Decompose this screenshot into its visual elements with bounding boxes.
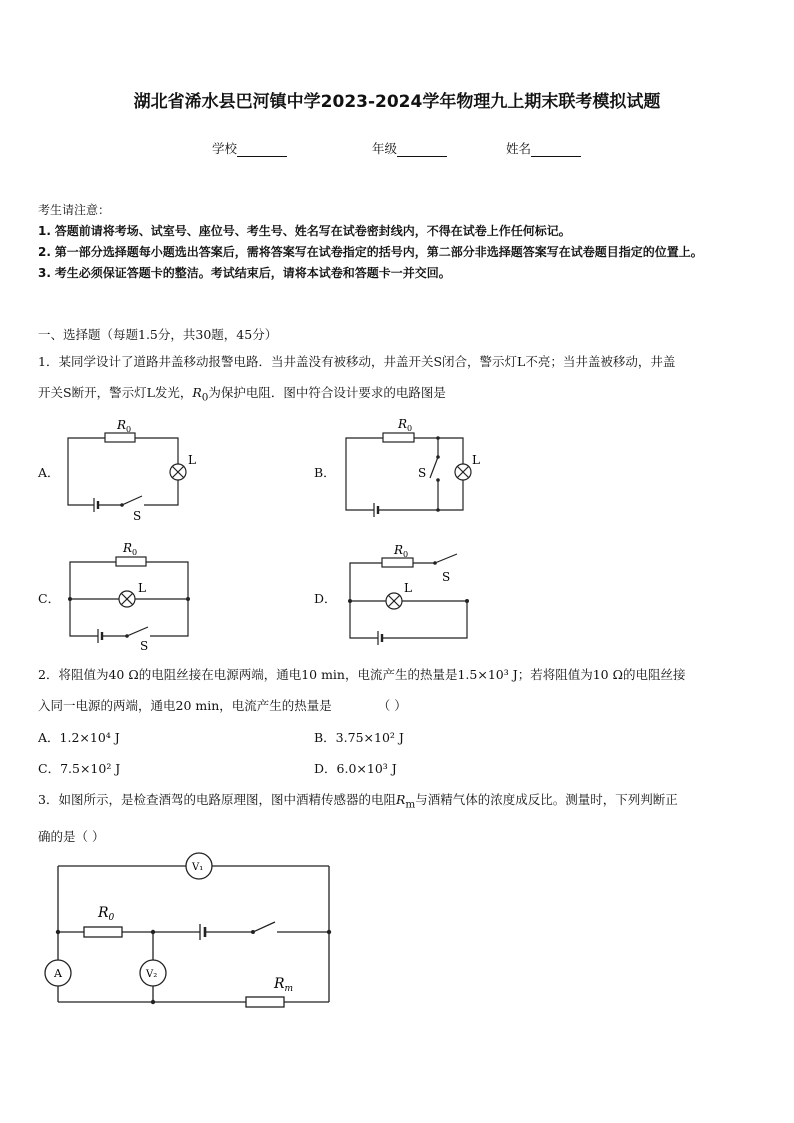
grade-blank[interactable] (397, 144, 447, 157)
notice-heading: 考生请注意： (38, 203, 111, 217)
q1-option-c-label[interactable]: C． (38, 591, 61, 606)
q1-line2: 开关S断开，警示灯L发光，$R_0$为保护电阻．图中符合设计要求的电路图是 (38, 385, 446, 404)
circuit-c-switch-label: S (140, 639, 149, 652)
notice-item-1: 1. 答题前请将考场、试室号、座位号、考生号、姓名写在试卷密封线内，不得在试卷上作任何标记。 (38, 224, 571, 238)
q3-rm-label: $R_m$ (274, 976, 294, 994)
q1-line1: 1．某同学设计了道路井盖移动报警电路．当井盖没有被移动，井盖开关S闭合，警示灯L不亮；当井盖被移动，井盖 (38, 354, 676, 369)
question-1 (38, 346, 760, 414)
circuit-d-r0-label: $R_0$ (394, 543, 409, 559)
q2-option-a[interactable]: A．1.2×10⁴ J (38, 730, 120, 745)
circuit-d-switch-label: S (442, 570, 451, 584)
q1-option-d-label[interactable]: D． (314, 591, 337, 606)
q3-r0-label: $R_0$ (98, 905, 115, 923)
name-blank[interactable] (531, 144, 581, 157)
name-label: 姓名 (506, 141, 532, 156)
circuit-a-r0-label: $R_0$ (117, 418, 132, 434)
q2-line1: 2．将阻值为40 Ω的电阻丝接在电源两端，通电10 min，电流产生的热量是1.5×10³ J；若将阻值为10 Ω的电阻丝接 (38, 667, 686, 682)
notice-item-2: 2. 第一部分选择题每小题选出答案后，需将答案写在试卷指定的括号内，第二部分非选择题答案写在试卷题目指定的位置上。 (38, 245, 703, 259)
circuit-a-switch-label: S (133, 509, 142, 522)
circuit-b-diagram (338, 412, 488, 524)
q2-option-d[interactable]: D．6.0×10³ J (314, 761, 397, 776)
grade-field (372, 139, 447, 157)
circuit-q3-diagram (40, 850, 340, 1010)
q2-answer-paren: （ ） (377, 698, 407, 713)
circuit-d-diagram (340, 540, 480, 652)
question-2 (38, 659, 760, 721)
page-title: 湖北省浠水县巴河镇中学2023-2024学年物理九上期末联考模拟试题 (133, 92, 661, 112)
school-field (212, 139, 287, 157)
q1-option-a-label[interactable]: A． (38, 465, 60, 480)
circuit-a-diagram (60, 412, 200, 522)
circuit-d-lamp-label: L (404, 581, 412, 595)
q2-option-b[interactable]: B．3.75×10² J (314, 730, 404, 745)
circuit-b-lamp-label: L (472, 453, 480, 467)
ammeter-label: A (54, 967, 62, 980)
circuit-c-r0-label: $R_0$ (123, 541, 138, 557)
circuit-a-lamp-label: L (188, 453, 196, 467)
school-blank[interactable] (237, 144, 287, 157)
circuit-c-diagram (60, 540, 200, 652)
grade-label: 年级 (372, 141, 398, 156)
q3-line1: 3．如图所示，是检查酒驾的电路原理图，图中酒精传感器的电阻$R_m$与酒精气体的浓度成反比。测量时，下列判断正 (38, 792, 678, 811)
question-3 (38, 784, 760, 852)
q3-line2: 确的是（ ） (38, 828, 105, 844)
circuit-b-r0-label: $R_0$ (398, 417, 413, 433)
q2-option-c[interactable]: C．7.5×10² J (38, 761, 121, 776)
notice-block (38, 200, 762, 284)
q2-line2: 入同一电源的两端，通电20 min，电流产生的热量是 （ ） (38, 698, 407, 713)
circuit-c-lamp-label: L (138, 581, 146, 595)
circuit-b-switch-label: S (418, 466, 427, 480)
section-heading: 一、选择题（每题1.5分，共30题，45分） (38, 327, 278, 342)
voltmeter-v2-label: V₂ (146, 969, 158, 980)
notice-item-3: 3. 考生必须保证答题卡的整洁。考试结束后，请将本试卷和答题卡一并交回。 (38, 266, 451, 280)
school-label: 学校 (212, 141, 238, 156)
q1-option-b-label[interactable]: B． (314, 465, 336, 480)
voltmeter-v1-label: V₁ (192, 862, 204, 873)
name-field (506, 139, 581, 157)
